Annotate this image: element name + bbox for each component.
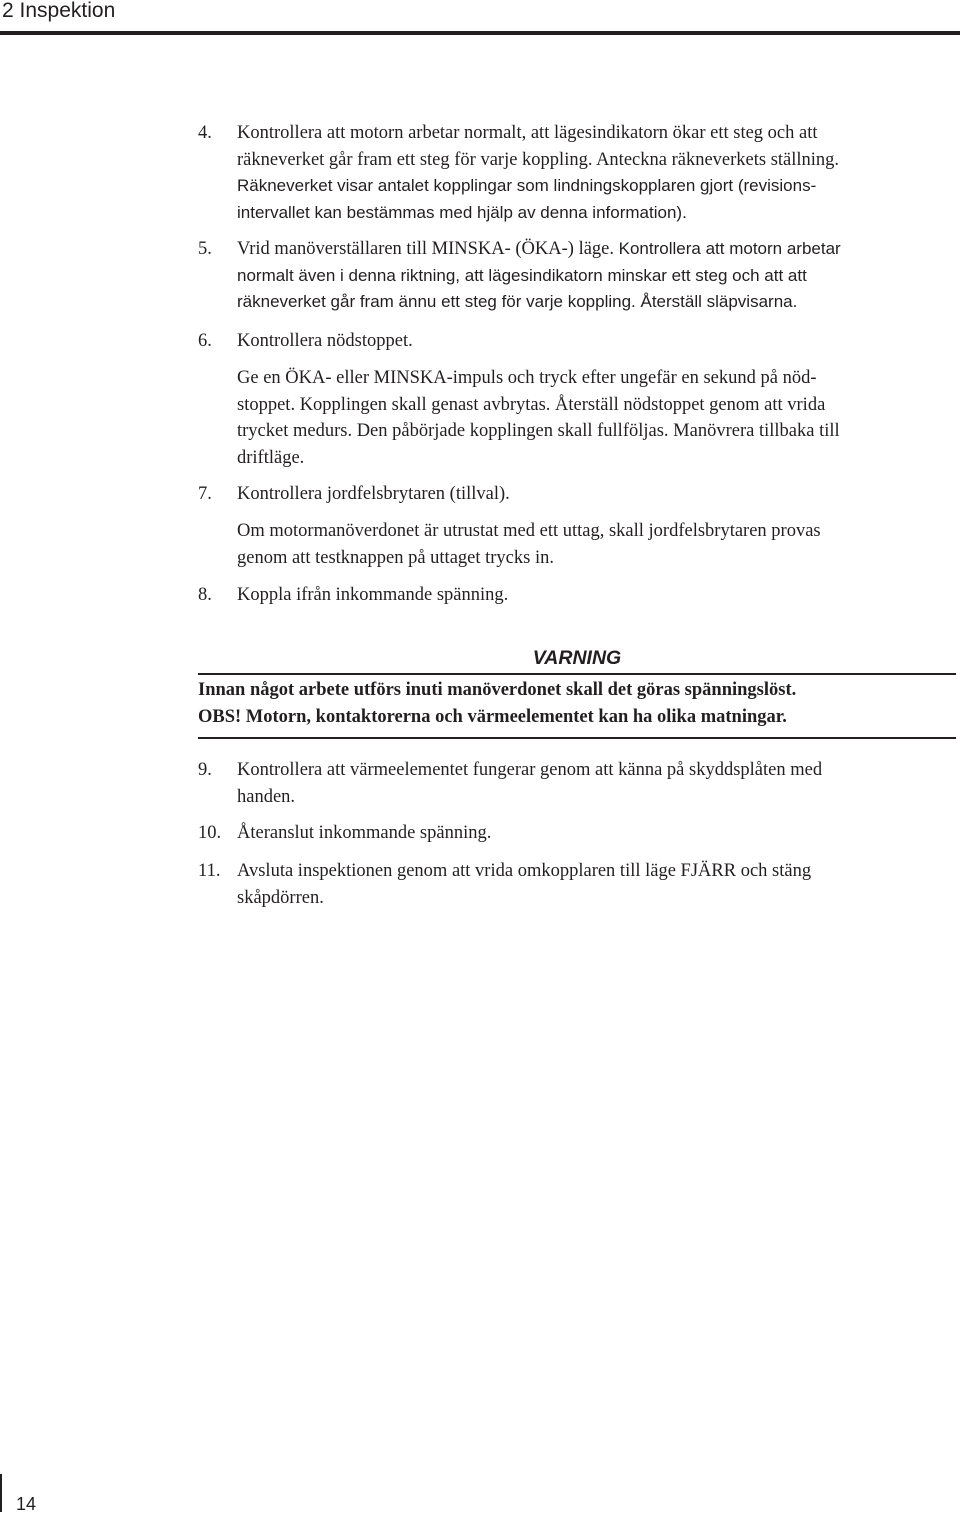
header-rule — [0, 31, 960, 35]
footer-rule — [0, 1474, 2, 1512]
step-text: Kontrollera att värmeelementet fungerar genom att känna på skyddsplåten med handen. — [237, 760, 823, 807]
step-text: Återanslut inkommande spänning. — [237, 823, 492, 843]
list-item-step-7 — [198, 481, 938, 508]
step-text: Koppla ifrån inkommande spänning. — [237, 585, 509, 605]
step-detail: Ge en ÖKA- eller MINSKA-impuls och tryck efter ungefär en sekund på nöd- stoppet. Kopplingen skall genast avbrytas. Återställ nödstoppet genom att vrida trycket medurs. Den påbörjade kopplingen skall fullföljas. Manövrera tillbaka till driftläge. — [237, 368, 840, 468]
step-number: 6. — [198, 331, 212, 351]
page-number: 14 — [16, 1494, 37, 1514]
step-number: 11. — [198, 861, 221, 881]
list-item-step-10 — [198, 820, 938, 847]
step-number: 7. — [198, 484, 212, 504]
step-text: Vrid manöverställaren till MINSKA- (ÖKA-) läge. Kontrollera att motorn arbetar normalt även i denna riktning, att lägesindikatorn minskar ett steg och att att räkneverket går fram ännu ett steg för varje koppling. Återställ släpvisarna. — [237, 239, 841, 311]
list-item-step-4 — [198, 120, 938, 226]
step-detail: Om motormanöverdonet är utrustat med ett uttag, skall jordfelsbrytaren provas genom att testknappen på uttaget trycks in. — [237, 521, 821, 568]
header-title: 2 Inspektion — [2, 0, 116, 22]
warning-line-2: OBS! Motorn, kontaktorerna och värmeelementet kan ha olika matningar. — [198, 707, 787, 727]
step-text: Kontrollera nödstoppet. — [237, 331, 413, 351]
step-number: 10. — [198, 823, 222, 843]
warning-line-1: Innan något arbete utförs inuti manöverdonet skall det göras spänningslöst. — [198, 680, 797, 700]
step-number: 9. — [198, 760, 212, 780]
list-item-step-9 — [198, 757, 938, 810]
warning-text — [198, 677, 956, 731]
list-item-step-8 — [198, 582, 938, 609]
list-item-step-11 — [198, 858, 938, 911]
list-item-step-5 — [198, 236, 938, 316]
list-item-step-6 — [198, 328, 938, 355]
step-text: Avsluta inspektionen genom att vrida omkopplaren till läge FJÄRR och stäng skåpdörren. — [237, 861, 812, 908]
step-text: Kontrollera att motorn arbetar normalt, att lägesindikatorn ökar ett steg och att räkneverket går fram ett steg för varje koppling. Anteckna räkneverkets ställning. Räkneverket visar antalet kopplingar som lindningskopplaren gjort (revisions- intervallet kan bestämmas med hjälp av denna information). — [237, 123, 840, 222]
step-text: Kontrollera jordfelsbrytaren (tillval). — [237, 484, 510, 504]
warning-bottom-rule — [198, 737, 956, 739]
warning-top-rule — [198, 673, 956, 675]
step-number: 5. — [198, 239, 212, 259]
step-number: 4. — [198, 123, 212, 143]
warning-title: VARNING — [532, 647, 622, 669]
step-number: 8. — [198, 585, 212, 605]
